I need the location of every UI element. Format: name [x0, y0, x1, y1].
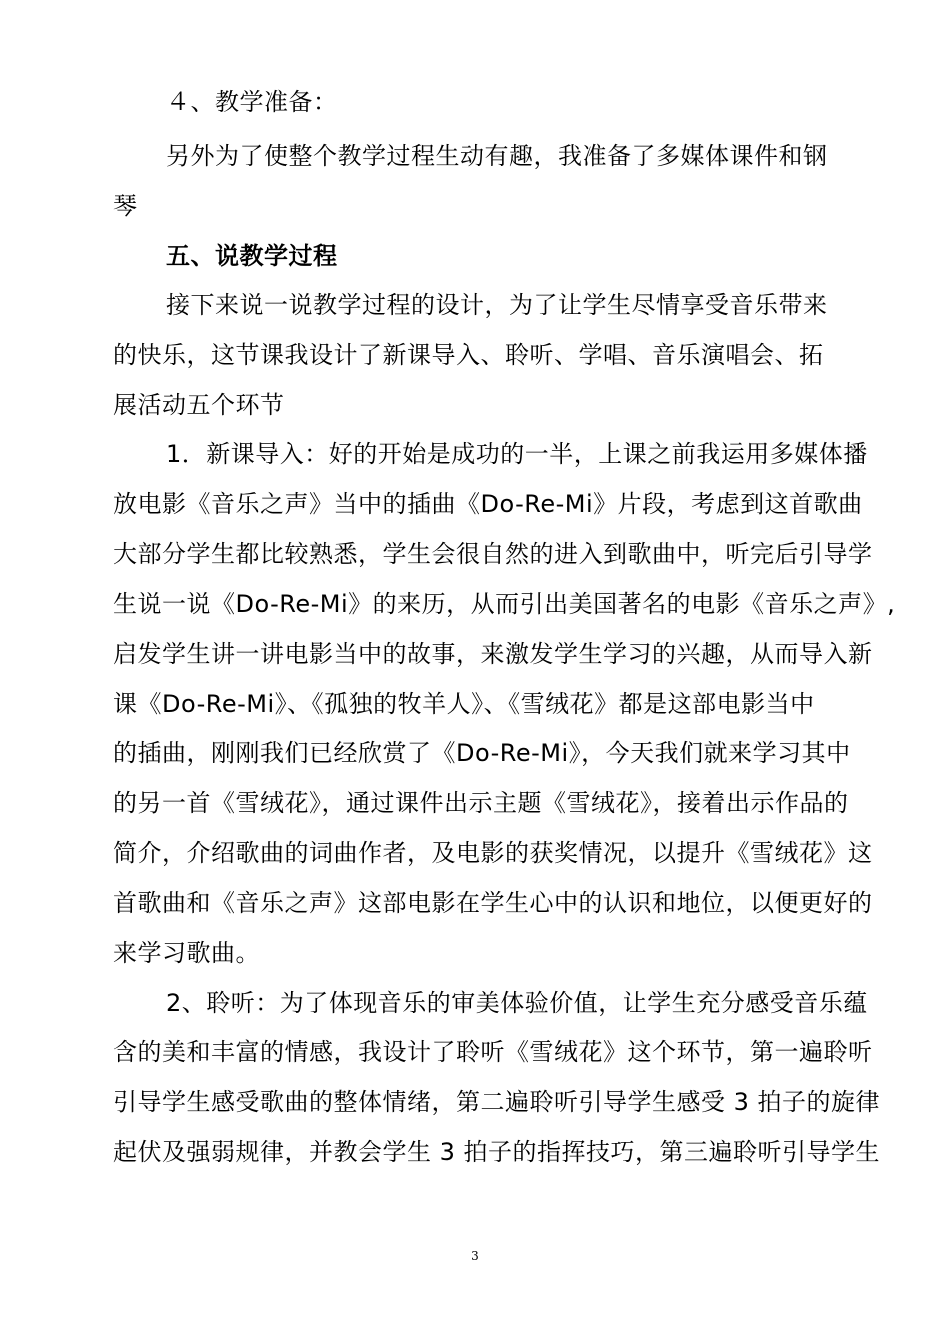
line-new-lesson-6: 课《Do-Re-Mi》、《孤独的牧羊人》、《雪绒花》都是这部电影当中 [113, 690, 815, 718]
line-preparation-text-2: 琴 [113, 192, 138, 220]
line-new-lesson-5: 启发学生讲一讲电影当中的故事，来激发学生学习的兴趣，从而导入新 [113, 640, 873, 668]
line-listening-1: 2、聆听：为了体现音乐的审美体验价值，让学生充分感受音乐蕴 [166, 989, 868, 1017]
line-process-intro-3: 展活动五个环节 [113, 391, 285, 419]
line-new-lesson-9: 简介，介绍歌曲的词曲作者，及电影的获奖情况，以提升《雪绒花》这 [113, 839, 873, 867]
line-new-lesson-1: 1．新课导入：好的开始是成功的一半，上课之前我运用多媒体播 [166, 440, 868, 468]
line-listening-2: 含的美和丰富的情感，我设计了聆听《雪绒花》这个环节，第一遍聆听 [113, 1038, 873, 1066]
page-number: 3 [471, 1249, 479, 1263]
line-preparation-text-1: 另外为了使整个教学过程生动有趣，我准备了多媒体课件和钢 [166, 142, 828, 170]
line-new-lesson-10: 首歌曲和《音乐之声》这部电影在学生心中的认识和地位，以便更好的 [113, 889, 873, 917]
section-heading-teaching-process: 五、说教学过程 [166, 242, 338, 270]
line-new-lesson-4: 生说一说《Do-Re-Mi》的来历，从而引出美国著名的电影《音乐之声》, [113, 590, 896, 618]
line-listening-4: 起伏及强弱规律，并教会学生 3 拍子的指挥技巧，第三遍聆听引导学生 [113, 1138, 881, 1166]
line-process-intro-2: 的快乐，这节课我设计了新课导入、聆听、学唱、音乐演唱会、拓 [113, 341, 824, 369]
line-process-intro-1: 接下来说一说教学过程的设计，为了让学生尽情享受音乐带来 [166, 291, 828, 319]
line-new-lesson-8: 的另一首《雪绒花》，通过课件出示主题《雪绒花》，接着出示作品的 [113, 789, 849, 817]
line-preparation-heading: ４、教学准备： [166, 88, 338, 116]
line-new-lesson-2: 放电影《音乐之声》当中的插曲《Do-Re-Mi》片段，考虑到这首歌曲 [113, 490, 863, 518]
line-new-lesson-7: 的插曲，刚刚我们已经欣赏了《Do-Re-Mi》，今天我们就来学习其中 [113, 739, 851, 767]
line-new-lesson-11: 来学习歌曲。 [113, 939, 260, 967]
line-new-lesson-3: 大部分学生都比较熟悉，学生会很自然的进入到歌曲中，听完后引导学 [113, 540, 873, 568]
line-listening-3: 引导学生感受歌曲的整体情绪，第二遍聆听引导学生感受 3 拍子的旋律 [113, 1088, 881, 1116]
